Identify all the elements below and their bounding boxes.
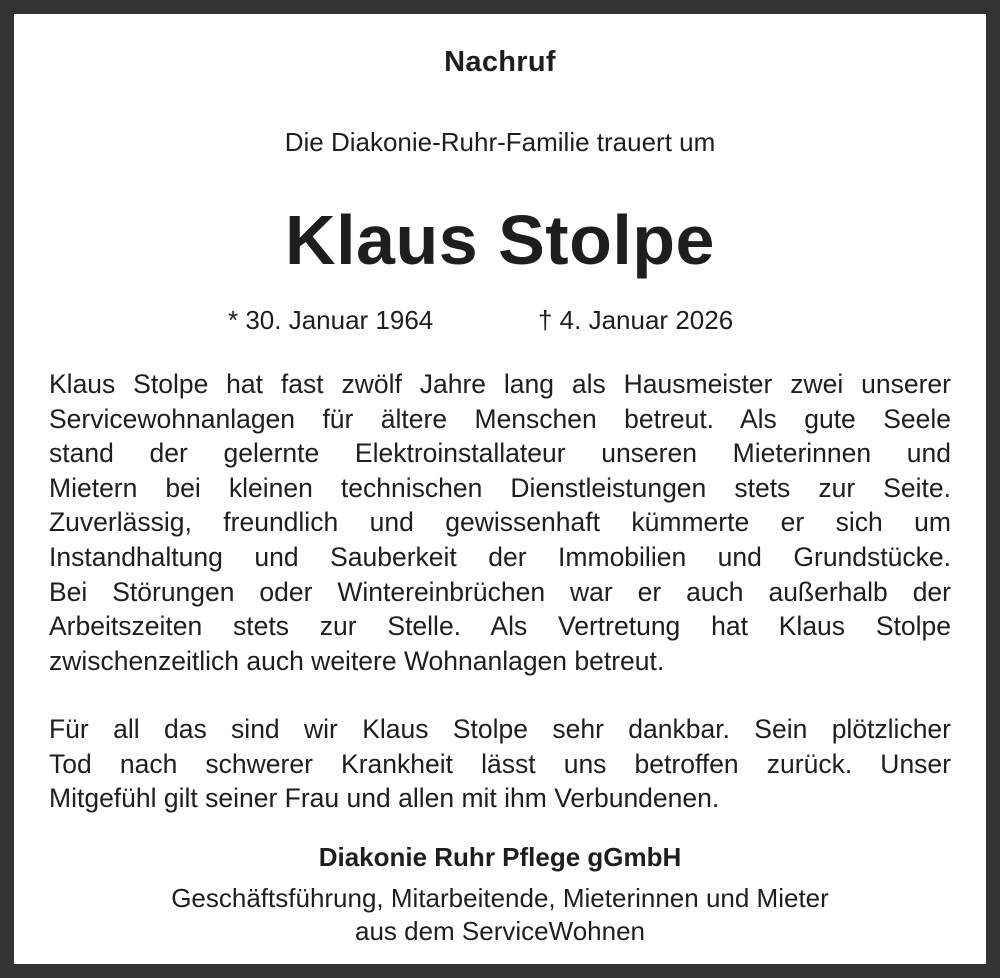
tribute-line: Servicewohnanlagen für ältere Menschen betreut. Als gute Seele xyxy=(49,403,951,434)
tribute-line: zwischenzeitlich auch weitere Wohnanlagen betreut. xyxy=(49,645,665,676)
gratitude-line: Tod nach schwerer Krankheit lässt uns betroffen zurück. Unser xyxy=(49,748,951,779)
gratitude-line: Für all das sind wir Klaus Stolpe sehr dankbar. Sein plötzlicher xyxy=(49,714,951,744)
notice-heading: Nachruf xyxy=(444,46,556,78)
gratitude-line: Mitgefühl gilt seiner Frau und allen mit ihm Verbundenen. xyxy=(49,783,720,814)
tribute-line: stand der gelernte Elektroinstallateur unseren Mieterinnen und xyxy=(49,438,951,469)
deceased-name: Klaus Stolpe xyxy=(285,201,715,279)
tribute-line: Klaus Stolpe hat fast zwölf Jahre lang als Hausmeister zwei unserer xyxy=(49,369,951,399)
death-date: † 4. Januar 2026 xyxy=(538,305,734,335)
signatories-line: Geschäftsführung, Mitarbeitende, Mieterinnen und Mieter xyxy=(171,883,829,913)
tribute-line: Zuverlässig, freundlich und gewissenhaft kümmerte er sich um xyxy=(49,507,951,538)
tribute-line: Mietern bei kleinen technischen Dienstleistungen stets zur Seite. xyxy=(49,472,951,503)
tribute-line: Instandhaltung und Sauberkeit der Immobilien und Grundstücke. xyxy=(49,541,951,572)
tribute-line: Arbeitszeiten stets zur Stelle. Als Vertretung hat Klaus Stolpe xyxy=(49,611,951,642)
intro-line: Die Diakonie-Ruhr-Familie trauert um xyxy=(284,127,716,157)
tribute-line: Bei Störungen oder Wintereinbrüchen war er auch außerhalb der xyxy=(49,576,951,607)
birth-date: * 30. Januar 1964 xyxy=(228,305,434,335)
gratitude-paragraph xyxy=(49,712,951,816)
tribute-paragraph xyxy=(49,367,951,678)
signatories-line: aus dem ServiceWohnen xyxy=(354,916,645,946)
organization-name: Diakonie Ruhr Pflege gGmbH xyxy=(318,842,682,872)
